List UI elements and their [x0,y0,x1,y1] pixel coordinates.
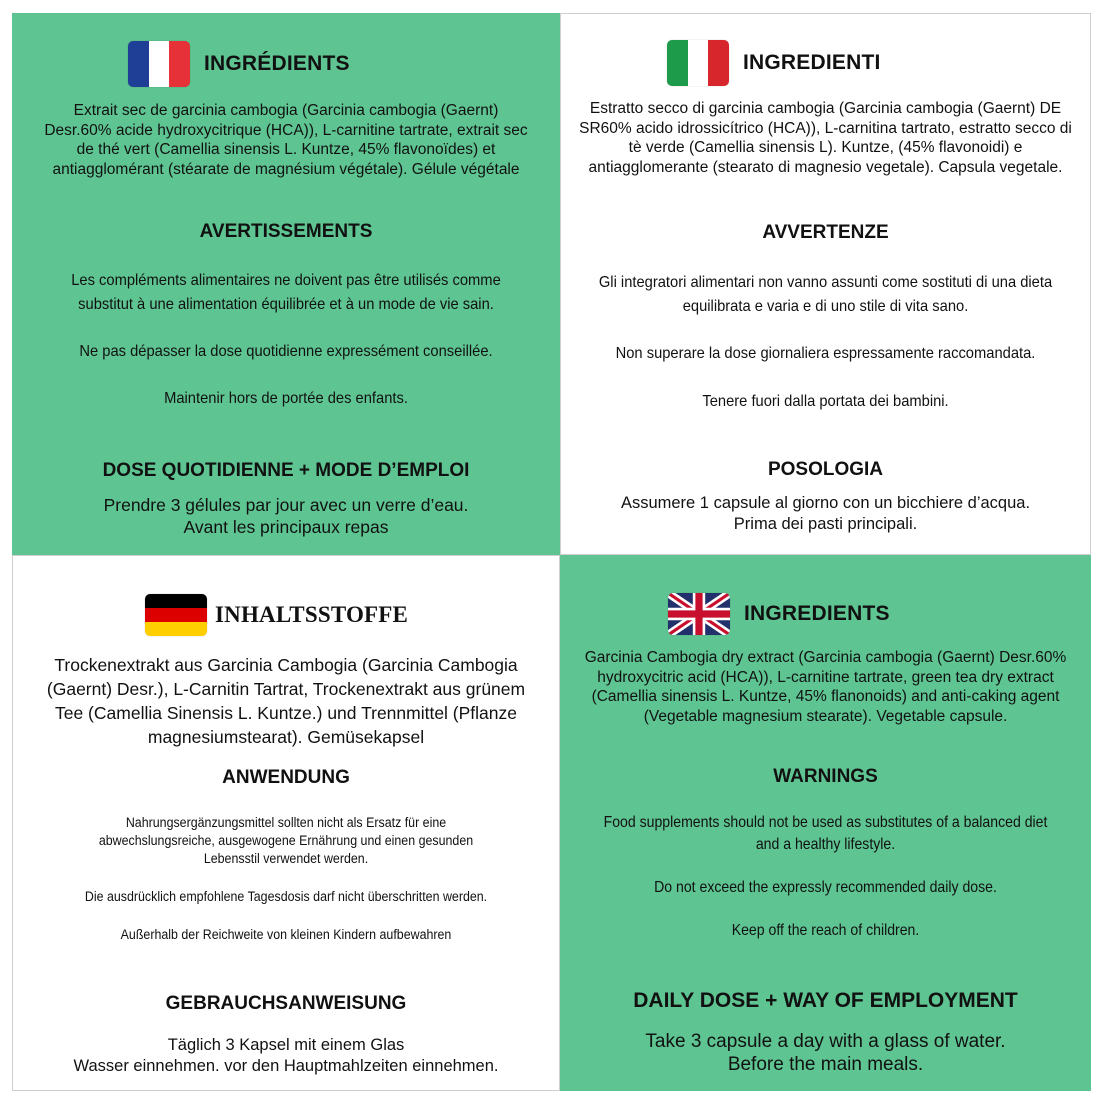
dose-line-2-fr: Avant les principaux repas [183,517,389,537]
ingredients-text-fr: Extrait sec de garcinia cambogia (Garcinia cambogia (Gaernt) Desr.60% acide hydroxycitrique (HCA)), L-carnitine tartrate, extrait sec de thé vert (Camellia sinensis L. Kuntze, 45% flavonoïdes) et antiagglomérant (stéarate de magnésium végétale). Gélule végétale [44,102,528,178]
warning-3-it: Tenere fuori dalla portata dei bambini. [702,393,949,410]
dose-line-1-de: Täglich 3 Kapsel mit einem Glas [167,1036,405,1054]
warning-1-de: Nahrungsergänzungsmittel sollten nicht als Ersatz für eine abwechslungsreiche, ausgewogene Ernährung und einen gesunden Lebensstil verwendet werden. [98,815,474,866]
dose-title-fr: DOSE QUOTIDIENNE + MODE D’EMPLOI [102,460,470,481]
panel-english [560,555,1091,1091]
dose-line-1-en: Take 3 capsule a day with a glass of water. [645,1031,1006,1052]
germany-flag-icon [145,594,207,636]
warning-1-en: Food supplements should not be used as substitutes of a balanced diet and a healthy lifestyle. [603,814,1048,853]
section-title-ingredients-de: INHALTSSTOFFE [215,602,409,627]
france-flag-icon [128,41,190,87]
section-title-ingredients-en: INGREDIENTS [744,602,890,625]
dose-line-2-it: Prima dei pasti principali. [733,515,918,533]
warnings-title-de: ANWENDUNG [222,767,350,788]
french-header [128,41,350,87]
section-title-ingredients-fr: INGRÉDIENTS [204,52,350,75]
dose-line-2-en: Before the main meals. [727,1054,924,1075]
uk-flag-icon [668,593,730,635]
warning-1-it: Gli integratori alimentari non vanno assunti come sostituti di una dieta equilibrata e varia e di uno stile di vita sano. [598,274,1053,315]
german-header [145,594,408,636]
italy-flag-icon [667,40,729,86]
panel-italian [560,13,1091,555]
warning-3-de: Außerhalb der Reichweite von kleinen Kindern aufbewahren [120,927,452,942]
warning-1-fr: Les compléments alimentaires ne doivent pas être utilisés comme substitut à une alimentation équilibrée et à un mode de vie sain. [71,272,501,313]
warning-3-fr: Maintenir hors de portée des enfants. [164,390,408,407]
dose-line-2-de: Wasser einnehmen. vor den Hauptmahlzeiten einnehmen. [73,1057,499,1075]
ingredients-text-it: Estratto secco di garcinia cambogia (Garcinia cambogia (Gaernt) DE SR60% acido idrossicítrico (HCA)), L-carnitina tartrato, estratto secco di tè verde (Camellia sinensis L). Kuntze, (45% flavonoidi) e antiagglomerante (stearato di magnesio vegetale). Capsula vegetale. [579,100,1072,176]
warning-3-en: Keep off the reach of children. [731,922,920,939]
dose-title-de: GEBRAUCHSANWEISUNG [165,993,407,1014]
warning-2-fr: Ne pas dépasser la dose quotidienne expressément conseillée. [79,343,493,360]
panel-french [12,13,560,555]
warning-2-it: Non superare la dose giornaliera espressamente raccomandata. [615,345,1036,362]
warning-2-de: Die ausdrücklich empfohlene Tagesdosis darf nicht überschritten werden. [84,889,488,904]
dose-line-1-fr: Prendre 3 gélules par jour avec un verre d’eau. [103,495,469,515]
dose-title-en: DAILY DOSE + WAY OF EMPLOYMENT [633,989,1018,1012]
italian-header [667,40,881,86]
section-title-ingredients-it: INGREDIENTI [743,51,881,74]
warning-2-en: Do not exceed the expressly recommended daily dose. [654,879,997,896]
dose-line-1-it: Assumere 1 capsule al giorno con un bicchiere d’acqua. [620,494,1031,512]
warnings-title-en: WARNINGS [773,766,878,787]
dose-title-it: POSOLOGIA [767,459,884,480]
warnings-title-fr: AVERTISSEMENTS [199,221,373,242]
panel-german [12,555,560,1091]
ingredients-text-en: Garcinia Cambogia dry extract (Garcinia cambogia (Gaernt) Desr.60% hydroxycitric acid (HCA)), L-carnitine tartrate, green tea dry extract (Camellia sinensis L. Kuntze, 45% flanonoids) and anti-caking agent (Vegetable magnesium stearate). Vegetable capsule. [584,649,1067,725]
ingredients-text-de: Trockenextrakt aus Garcinia Cambogia (Garcinia Cambogia (Gaernt) Desr.), L-Carnitin Tartrat, Trockenextrakt aus grünem Tee (Camellia Sinensis L. Kuntze.) und Trennmittel (Pflanze magnesiumstearat). Gemüsekapsel [46,655,526,747]
warnings-title-it: AVVERTENZE [762,222,889,243]
english-header [668,593,890,635]
